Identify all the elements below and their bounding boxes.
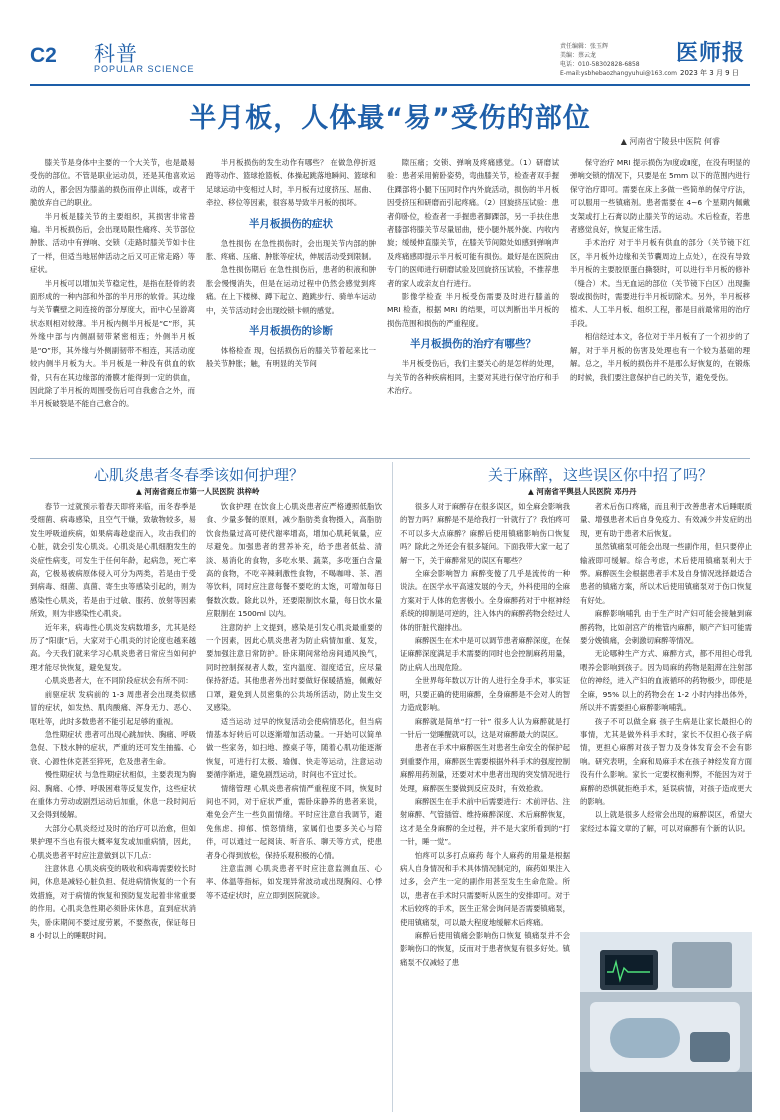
subheading: 半月板损伤的症状 xyxy=(249,217,333,230)
column-divider xyxy=(392,462,393,1112)
paragraph: 怕疼可以多打点麻药 每个人麻药的用量是根据病人自身情况和手术具体情况制定的，麻药如果注入过多，会产生一定的副作用甚至发生生命危险。所以，患者在手术时只需要听从医生的安排即可。对于术后较疼的手术，医生正常会询问是否需要镇痛泵，使用镇痛泵，可以最大程度地缓解术后疼痛。 xyxy=(400,850,570,927)
paragraph: 半月板可以增加关节稳定性，是指在胫骨的表面形成的一种内部和外部的半月形的软骨。其边缘与关节囊壁之间连接的部分厚度大，而中心呈游离状态则相对较薄。半月板内侧半月板是“C”形，其外缘中部与内侧副韧带紧密相连；外侧半月板是“O”形，其外缘与外侧副韧带不相连，其活动度较内侧半月板为大。半月板是一种没有供血的软骨，只有在其边缘部的滑膜才能得到一定的供血，因此除了半月板的周围受伤后可自我愈合之外，而半月板破裂是不能自己愈合的。 xyxy=(30,278,195,409)
paragraph: 近年来，病毒性心肌炎发病数增多，尤其是经历了“阳康”后，大家对于心肌炎的讨论度也越来越高。今天我们就来学习心肌炎患者日常应当如何护理才能尽快恢复，避免复发。 xyxy=(30,622,196,672)
editor-line: 责任编辑：张玉辉 xyxy=(560,43,609,50)
editor-credits xyxy=(560,42,680,78)
article-title: 半月板，人体最“易”受伤的部位 xyxy=(189,103,591,134)
paragraph: 保守治疗 MRI 提示损伤为Ⅰ度或Ⅱ度，在没有明显的弹响交锁的情况下，只要是在 5mm 以下的范围内进行保守治疗即可。需要在床上多做一些简单的保守疗法，可以服用一些镇痛剂。患者需要在 4~6 个星期内佩戴支架或打上石膏以防止膝关节的运动。术后检查，若患者感觉良好，恢复正常生活。 xyxy=(570,158,750,235)
paragraph: 大部分心肌炎经过及时的治疗可以治愈，但如果护理不当也有很大概率复发或加重病情，因此，心肌炎患者平时应注意做到以下几点： xyxy=(30,823,196,860)
email-line: E-mail:ysbhebaozhangyuhui@163.com xyxy=(560,70,678,77)
surgery-monitor-photo xyxy=(580,932,752,1112)
page-number: C2 xyxy=(30,44,57,67)
paragraph: 虽然镇痛泵可能会出现一些副作用，但只要停止输液即可缓解。综合考虑，术后使用镇痛泵利大于弊。麻醉医生会根据患者手术及自身情况选择最适合患者的镇痛方案，所以术后使用镇痛泵对于伤口恢复有好处。 xyxy=(580,542,752,605)
paragraph: 麻醉后使用镇痛会影响伤口恢复 镇痛泵并不会影响伤口的恢复，反而对于患者恢复有很多好处。镇痛泵不仅减轻了患 xyxy=(400,931,570,967)
article-column xyxy=(30,156,195,454)
section-name: 科普 xyxy=(94,42,138,66)
paragraph: 麻醉影响哺乳 由于生产时产妇可能会接触到麻醉药物，比如剖宫产的椎管内麻醉，顺产产妇可能需要分娩镇痛，会刺激切麻醉等情况。 xyxy=(580,609,752,646)
paragraph: 急性损伤 在急性损伤时，会出现关节内部的肿胀、疼痛、压痛、肿胀等症状，伸展活动受到限制。 xyxy=(206,238,376,262)
paragraph: 麻醉就是简单“打一针” 很多人认为麻醉就是打一针后一觉睡醒就可以，这是对麻醉最大的误区。 xyxy=(400,716,570,739)
article-column xyxy=(580,500,752,928)
paragraph: 注意休息 心肌炎病变的吸收和病毒需要较长时间，休息是减轻心脏负担、促进病情恢复的一个有效措施，对于病情的恢复和预防复发起着非常重要的作用。心肌炎急性期必须卧床休息，直到症状消失，卧床期间不要过度劳累，不要熬夜，保证每日 8 小时以上的睡眠时间。 xyxy=(30,863,196,940)
paragraph: 情绪管理 心肌炎患者病情严重程度不同，恢复时间也不同，对于症状严重，需卧床静养的患者来说，难免会产生一些负面情绪。平时应注意自我调节，避免焦虑、抑郁、愤怒情绪，家属们也要多关心与陪伴，可以通过一起阅读、听音乐、聊天等方式，使患者身心得到放松，保持乐观积极的心情。 xyxy=(206,783,382,860)
paragraph: 半月板损伤的发生动作有哪些？ 在做急停折返跑等动作、篮球抢篮板、体操起跳落地瞬间、篮球和足球运动中变相过人时，半月板有过度挤压、屈曲、牵拉、移位等因素，很容易导致半月板的损坏。 xyxy=(206,158,376,208)
paragraph: 以上就是很多人经常会出现的麻醉误区，希望大家经过本篇文章的了解，可以对麻醉有个新的认识。 xyxy=(580,810,752,833)
paragraph: 无论哪种生产方式、麻醉方式，都不用担心母乳喂养会影响到孩子。因为局麻的药物是阻滞在注射部位的神经，进入产妇的血液循环的药物极少，即使是全麻，95% 以上的药物会在 1-2 小时内排出体外，所以并不需要担心麻醉影响哺乳。 xyxy=(580,649,752,713)
paragraph: 麻醉医生在手术前中后需要进行：术前评估、注射麻醉、气管插管、维持麻醉深度、术后麻醉恢复，这才是全身麻醉的全过程，并不是大家所看到的“打一针，睡一觉”。 xyxy=(400,796,570,847)
paragraph: 半月板是膝关节的主要组织，其损害非常普遍。半月板损伤后，会出现局限性痛疼、关节部位肿胀、活动中有弹响、交锁（走路时膝关节如卡住了一样，但适当地屈伸活动之后又可正常走路）等症状。 xyxy=(30,211,195,275)
article-column xyxy=(30,500,196,1112)
paragraph: 饮食护理 在饮食上心肌炎患者应严格遵照低脂饮食、少量多餐的原则，减少脂肪类食物摄入，高脂肪饮食热量过高可使代谢率增高，增加心肌耗氧量，应尽避免。加强患者的营养补充，给予患者低盐、清淡、易消化的食物，多吃水果、蔬菜，多吃蛋白含量高的食物，不吃辛辣刺激性食物，不喝咖啡、茶、酒等饮料，同时应注意每餐不要吃的太饱，可增加每日餐数次数。除此以外，还要限制饮水量，每日饮水量应限制在 1500ml 以内。 xyxy=(206,502,382,619)
paragraph: 心肌炎患者大，在不同阶段症状会有所不同： xyxy=(44,676,193,686)
paragraph: 全世界每年数以万计的人进行全身手术，事实证明，只要正确的使用麻醉，全身麻醉是不会对人的智力造成影响。 xyxy=(400,676,570,713)
article-title: 关于麻醉，这些误区你中招了吗？ xyxy=(488,466,714,484)
article-byline: ▲ 河南省平舆县人民医院 邓丹丹 xyxy=(528,487,637,496)
paragraph: 膝关节是身体中主要的一个大关节，也是最易受伤的部位。不管是职业运动员，还是其他喜欢运动的人，都会因为膝盖的损伤而停止训练，或者干脆放弃自己的职业。 xyxy=(30,158,195,208)
paragraph: 注意防护 上文提到，感染是引发心肌炎最重要的一个因素，因此心肌炎患者为防止病情加重、复发，要加强注意日常防护。卧床期间常给房间通风换气，同时控制探视者人数，室内温度、湿度适宜，应尽量保持舒适。其他患者外出时要做好保暖措施，佩戴好口罩，避免到人员密集的公共场所活动，防止发生交叉感染。 xyxy=(206,622,382,713)
article-byline: ▲ 河南省宁陵县中医院 何睿 xyxy=(620,137,720,146)
paragraph: 者术后伤口疼痛，而且利于改善患者术后睡眠质量、增强患者术后自身免疫力、有效减少并发症的出现，更有助于患者术后恢复。 xyxy=(580,502,752,538)
section-divider xyxy=(30,458,750,459)
paragraph: 半月板受伤后，我们主要关心的是怎样的处理，与关节的各种疾病相同，主要对其进行保守治疗和手术治疗。 xyxy=(387,359,559,396)
subheading: 半月板损伤的治疗有哪些？ xyxy=(410,338,536,351)
article-column xyxy=(206,500,382,1112)
article-column xyxy=(387,156,559,454)
paragraph: 慢性期症状 与急性期症状相似，主要表现为胸闷、胸痛、心悸、呼吸困难等反复发作，这些症状在重体力劳动或剧烈运动后加重，休息一段时间后又会得到缓解。 xyxy=(30,770,196,820)
header-rule xyxy=(30,84,750,86)
paragraph: 春节一过就预示着春天即将来临，而冬春季是受细菌、病毒感染，且空气干燥，致敏物较多，易发生呼吸道疾病，如果病毒趁虚而入，攻击我们的心脏，就会引发心肌炎。心肌炎是心肌细胞发生的炎症性病变，可发生于任何年龄，起病急，死亡率高，它极易被病原体侵入可分为两类，若是由于受到病毒、细菌、真菌、寄生虫等感染引起的，则为感染性心肌炎，若是由于过敏、服药、放射等因素所致，则为非感染性心肌炎。 xyxy=(30,502,196,619)
designer-line: 美编：蔡云龙 xyxy=(560,52,597,59)
paragraph: 很多人对于麻醉存在很多误区，如全麻会影响我的智力吗？麻醉是不是给我打一针就行了？我怕疼可不可以多大点麻醉？麻醉后使用镇痛影响伤口恢复吗？除此之外还会有很多疑问。下面我带大家一起了解一下，关于麻醉常见的误区有哪些？ xyxy=(400,502,570,565)
paragraph: 体格检查 现，包括损伤后的膝关节着起来比一般关节肿胀；触，有明显的关节间 xyxy=(206,346,376,369)
paragraph: 全麻会影响智力 麻醉变傻了几乎是流传的一种说法。在医学水平高速发展的今天，外科使用的全麻方案对于人体的危害极小。全身麻醉药对于中枢神经系统的抑制是可逆的，注入体内的麻醉药物会经过人体的肝脏代谢排出。 xyxy=(400,569,570,632)
issue-date: 2023 年 3 月 9 日 xyxy=(680,69,739,77)
article-column xyxy=(570,156,750,454)
paragraph: 影像学检查 半月板受伤需要及时进行膝盖的 MRI 检查，根据 MRI 的结果，可以判断出半月板的损伤范围和损伤的严重程度。 xyxy=(387,292,559,328)
article-column xyxy=(206,156,376,454)
article-title: 心肌炎患者冬春季该如何护理？ xyxy=(94,466,305,484)
paragraph: 患者在手术中麻醉医生对患者生命安全的保护起到重要作用，麻醉医生需要根据外科手术的强度控制麻醉用药剂量，还要对术中患者出现的突发情况进行处理，麻醉医生要做到反应及时，有效抢救。 xyxy=(400,743,570,793)
article-column xyxy=(400,500,570,1112)
paragraph: 隙压痛；交锁、弹响及疼痛感觉。（1）研磨试验：患者采用俯卧姿势，弯曲膝关节，检查者双手握住踝部将小腿下压同时作内外旋活动，损伤的半月板因受挤压和研磨而引起疼痛。（2）回旋挤压试验：患者仰卧位，检查者一手握患者脚踝部，另一手扶住患者膝部将膝关节尽量屈曲，使小腿外展外旋、内收内旋；缓缓伸直膝关节，在膝关节间隙处如感到弹响声及疼痛感即提示半月板可能有损伤。最好是在医院由专门的医师进行研磨试验及回旋挤压试验，不推荐患者的家人或亲友自行进行。 xyxy=(387,158,559,288)
phone-line: 电话：010-58302828-6858 xyxy=(560,61,640,68)
operating-room-illustration xyxy=(580,932,752,1112)
paragraph: 急性损伤期后 在急性损伤后，患者的积液和肿胀会慢慢消失，但是在运动过程中仍然会感觉到疼痛。在上下楼梯、蹲下起立、跑跳步行、骑单车运动中，关节活动时会出现绞锁卡顿的感觉。 xyxy=(206,265,376,315)
paragraph: 急性期症状 患者可出现心跳加快、胸痛、呼吸急促、下肢水肿的症状，严重的还可发生抽搐、心衰、心源性休克甚至猝死，危及患者生命。 xyxy=(30,729,196,766)
paragraph: 麻醉医生在术中是可以调节患者麻醉深度，在保证麻醉深度满足手术需要的同时也会控制麻药用量，防止病人出现危险。 xyxy=(400,636,570,672)
paragraph: 相信经过本文，各位对于半月板有了一个初步的了解，对于半月板的伤害及处理也有一个较为基础的理解。总之，半月板的损伤并不是那么好恢复的，在锻炼的时候，我们要注意保护自己的关节，避免受伤。 xyxy=(570,332,750,382)
paragraph: 注意监测 心肌炎患者平时应注意监测血压、心率、体温等指标，如发现异常波动或出现胸闷、心悸等不适症状时，应立即到医院就诊。 xyxy=(206,863,382,900)
page-header xyxy=(0,0,780,88)
paragraph: 孩子不可以做全麻 孩子生病是让家长最担心的事情，尤其是做外科手术时，家长不仅担心孩子病情，更担心麻醉对孩子智力及身体发育会不会有影响。研究表明，全麻和局麻手术在孩子神经发育方面没有什么影响。家长一定要权衡利弊，不能因为对于麻醉的恐惧就拒绝手术，延误病情，对孩子造成更大的影响。 xyxy=(580,716,752,806)
paragraph: 适当运动 过早的恢复活动会使病情恶化，但当病情基本好转后可以逐渐增加活动量。一开始可以简单做一些家务，如扫地、擦桌子等，随着心肌功能逐渐恢复，可进行打太极、瑜伽、快走等运动，注意运动要循序渐进，避免剧烈运动，时间也不宜过长。 xyxy=(206,716,382,780)
paragraph: 前驱症状 发病前的 1-3 周患者会出现类似感冒的症状，如发热、肌肉酸痛、浑身无力、恶心、呕吐等，此时多数患者不能引起足够的重视。 xyxy=(30,689,196,726)
section-name-english: POPULAR SCIENCE xyxy=(94,64,195,74)
article-byline: ▲ 河南省商丘市第一人民医院 洪梓岭 xyxy=(136,487,260,496)
newspaper-logo: 医师报 xyxy=(676,40,746,66)
subheading: 半月板损伤的诊断 xyxy=(249,325,333,338)
paragraph: 手术治疗 对于半月板有供血的部分（关节镜下红区，半月板外边缘和关节囊周边上点处），在没有导致半月板的主要胶原蛋白撕裂时，可以进行半月板的修补（缝合）术。当无血运的部位（关节镜下白区）出现撕裂或损伤时，需要进行半月板切除术。另外，半月板移植术、人工半月板、组织工程，都是目前最常用的治疗手段。 xyxy=(570,238,750,328)
